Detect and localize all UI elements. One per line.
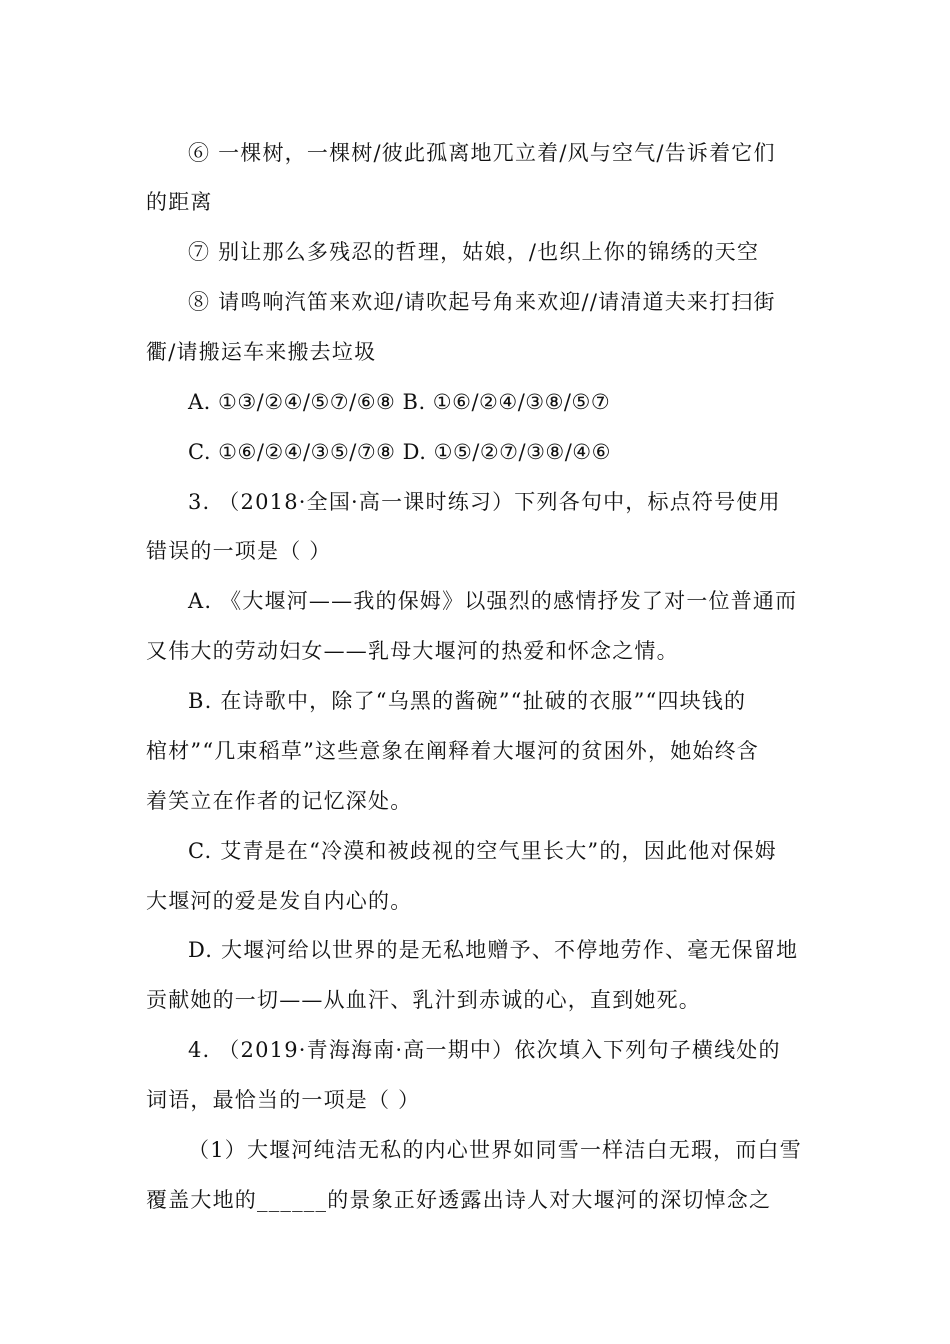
- question-4-sentence-1-continued: 覆盖大地的______的景象正好透露出诗人对大堰河的深切悼念之: [146, 1188, 772, 1212]
- poem-line-8-continued: 衢/请搬运车来搬去垃圾: [146, 340, 377, 364]
- question-3-option-b-continued-2: 着笑立在作者的记忆深处。: [146, 789, 413, 813]
- question-3-option-b: B. 在诗歌中，除了“乌黑的酱碗”“扯破的衣服”“四块钱的: [188, 689, 747, 713]
- poem-line-6-continued: 的距离: [146, 190, 213, 214]
- question-4-sentence-1: （1）大堰河纯洁无私的内心世界如同雪一样洁白无瑕，而白雪: [188, 1138, 802, 1162]
- poem-line-6: ⑥ 一棵树，一棵树/彼此孤离地兀立着/风与空气/告诉着它们: [188, 141, 776, 165]
- question-3-stem-continued: 错误的一项是（ ）: [146, 539, 332, 563]
- question-2-options-ab: A. ①③/②④/⑤⑦/⑥⑧ B. ①⑥/②④/③⑧/⑤⑦: [188, 390, 611, 414]
- question-3-stem: 3. （2018·全国·高一课时练习）下列各句中，标点符号使用: [188, 490, 781, 514]
- question-3-option-a-continued: 又伟大的劳动妇女——乳母大堰河的热爱和怀念之情。: [146, 639, 679, 663]
- question-3-option-d: D. 大堰河给以世界的是无私地赠予、不停地劳作、毫无保留地: [188, 938, 799, 962]
- question-4-stem: 4. （2019·青海海南·高一期中）依次填入下列句子横线处的: [188, 1038, 781, 1062]
- poem-line-8: ⑧ 请鸣响汽笛来欢迎/请吹起号角来欢迎//请清道夫来打扫街: [188, 290, 776, 314]
- question-4-stem-continued: 词语，最恰当的一项是（ ）: [146, 1088, 421, 1112]
- poem-line-7: ⑦ 别让那么多残忍的哲理，姑娘，/也织上你的锦绣的天空: [188, 240, 760, 264]
- question-3-option-c-continued: 大堰河的爱是发自内心的。: [146, 889, 413, 913]
- question-3-option-a: A. 《大堰河——我的保姆》以强烈的感情抒发了对一位普通而: [188, 589, 798, 613]
- question-3-option-d-continued: 贡献她的一切——从血汗、乳汁到赤诚的心，直到她死。: [146, 988, 701, 1012]
- question-3-option-c: C. 艾青是在“冷漠和被歧视的空气里长大”的，因此他对保姆: [188, 839, 777, 863]
- question-2-options-cd: C. ①⑥/②④/③⑤/⑦⑧ D. ①⑤/②⑦/③⑧/④⑥: [188, 440, 611, 464]
- question-3-option-b-continued: 棺材”“几束稻草”这些意象在阐释着大堰河的贫困外，她始终含: [146, 739, 760, 763]
